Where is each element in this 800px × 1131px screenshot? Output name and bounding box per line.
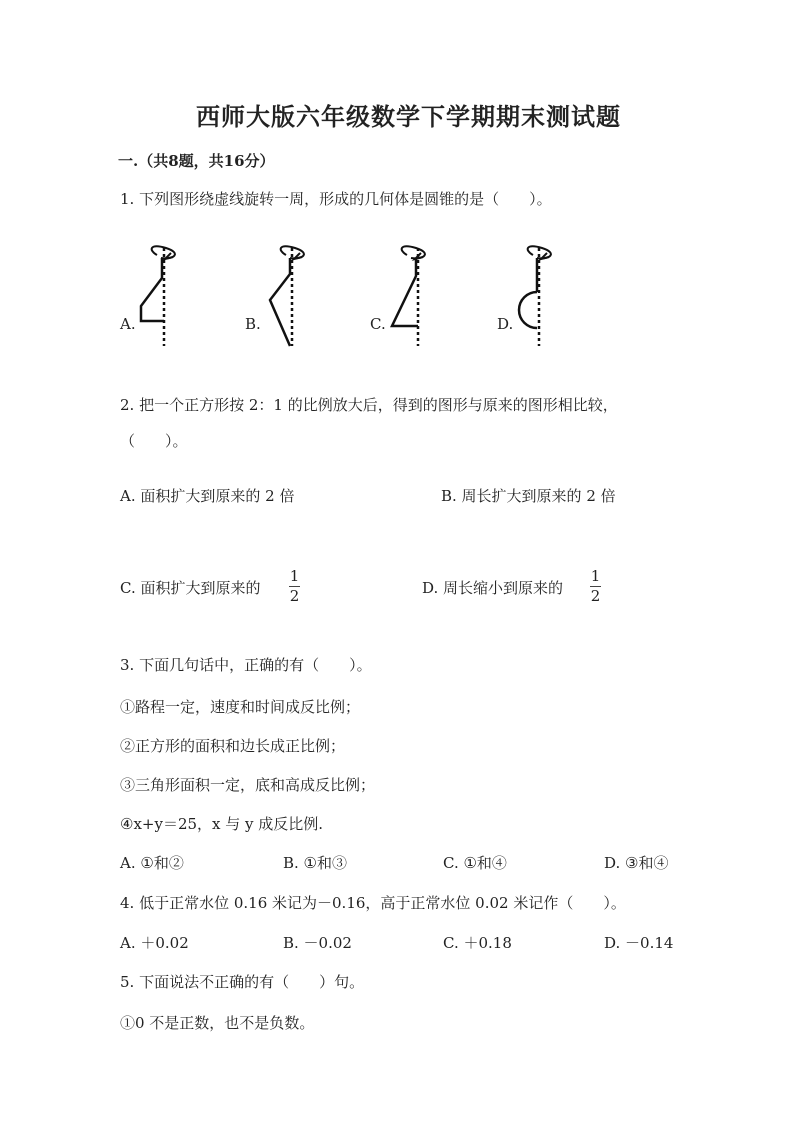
q2-option-a: A. 面积扩大到原来的 2 倍: [120, 487, 295, 505]
q3-option-b: B. ①和③: [283, 854, 348, 872]
q1-figure-d: [512, 244, 562, 349]
q3-option-a: A. ①和②: [120, 854, 184, 872]
section-heading: 一.（共8题，共16分）: [118, 152, 275, 170]
question-2-stem: 2. 把一个正方形按 2：1 的比例放大后，得到的图形与原来的图形相比较，: [120, 396, 618, 414]
q1-option-d-label: D.: [497, 315, 514, 333]
q2-option-c: C. 面积扩大到原来的: [120, 579, 261, 597]
q3-statement-4: ④x+y＝25，x 与 y 成反比例.: [120, 815, 324, 833]
q4-option-c: C. ＋0.18: [443, 934, 512, 952]
q2-option-c-fraction: [289, 568, 300, 605]
fraction-denominator: 2: [289, 587, 300, 605]
question-2-stem-cont: （ ）。: [120, 432, 188, 450]
q4-option-b: B. －0.02: [283, 934, 352, 952]
fraction-numerator: 1: [289, 567, 300, 585]
q1-option-c-label: C.: [370, 315, 386, 333]
question-3-stem: 3. 下面几句话中，正确的有（ ）。: [120, 656, 372, 674]
q1-option-b-label: B.: [245, 315, 261, 333]
fraction-denominator: 2: [590, 587, 601, 605]
q2-option-d: D. 周长缩小到原来的: [422, 579, 564, 597]
q2-option-d-fraction: [590, 568, 601, 605]
question-5-stem: 5. 下面说法不正确的有（ ）句。: [120, 973, 365, 991]
q3-statement-1: ①路程一定，速度和时间成反比例；: [120, 698, 361, 716]
q3-statement-3: ③三角形面积一定，底和高成反比例；: [120, 776, 376, 794]
q4-option-d: D. －0.14: [604, 934, 674, 952]
q5-statement-1: ①0 不是正数，也不是负数。: [120, 1014, 315, 1032]
q1-figure-a: [136, 244, 186, 349]
q2-option-b: B. 周长扩大到原来的 2 倍: [441, 487, 616, 505]
q3-option-c: C. ①和④: [443, 854, 507, 872]
fraction-numerator: 1: [590, 567, 601, 585]
question-4-stem: 4. 低于正常水位 0.16 米记为－0.16，高于正常水位 0.02 米记作（ ）。: [120, 894, 626, 912]
q1-figure-c: [386, 244, 436, 349]
q3-statement-2: ②正方形的面积和边长成正比例；: [120, 737, 346, 755]
question-1-stem: 1. 下列图形绕虚线旋转一周，形成的几何体是圆锥的是（ ）。: [120, 190, 552, 208]
q4-option-a: A. ＋0.02: [120, 934, 189, 952]
q1-figure-b: [265, 244, 315, 349]
q1-option-a-label: A.: [120, 315, 136, 333]
q3-option-d: D. ③和④: [604, 854, 669, 872]
page-title: 西师大版六年级数学下学期期末测试题: [196, 102, 621, 131]
